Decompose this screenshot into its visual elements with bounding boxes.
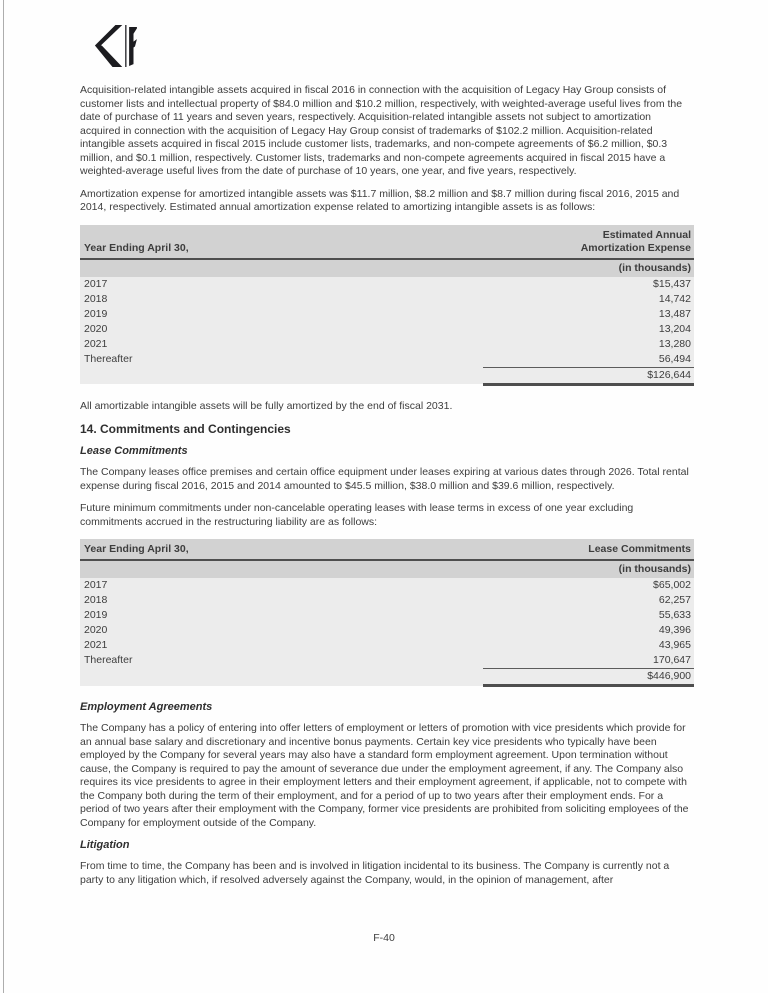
column-header-amount bbox=[483, 539, 694, 560]
table-row bbox=[80, 608, 694, 623]
table-row bbox=[80, 623, 694, 638]
row-year: Thereafter bbox=[80, 653, 483, 669]
header-row bbox=[80, 539, 694, 560]
subheading-litigation: Litigation bbox=[80, 839, 130, 851]
row-year: Thereafter bbox=[80, 352, 483, 368]
total-amount: $446,900 bbox=[483, 669, 694, 686]
row-amount: 13,487 bbox=[483, 307, 694, 322]
row-year: 2020 bbox=[80, 623, 483, 638]
total-row bbox=[80, 367, 694, 384]
units-note: (in thousands) bbox=[80, 259, 694, 277]
table-row bbox=[80, 277, 694, 292]
row-year: 2019 bbox=[80, 307, 483, 322]
heading-commitments-contingencies: 14. Commitments and Contingencies bbox=[80, 422, 291, 436]
row-year: 2017 bbox=[80, 277, 483, 292]
column-header-amount-label: Lease Commitments bbox=[588, 543, 691, 555]
table-header bbox=[80, 225, 694, 277]
table-row bbox=[80, 337, 694, 352]
paragraph-employment-agreements: The Company has a policy of entering into offer letters of employment or letters of promotion with vice presidents which provide for an annual base salary and discretionary and incentive bonus payments. Certain key vice presidents who typically have been employed by the Company for several years may also have a standard form employment agreement. Upon termination without cause, the Company is required to pay the amount of severance due under the employment agreement, if any. The Company also requires its vice presidents to agree in their employment letters and their employment agreement, if applicable, not to compete with the Company both during the term of their employment, and for a period of up to two years after their employment ends. For a period of two years after their employment with the Company, former vice presidents are prohibited from soliciting employees of the Company for employment outside of the Company. bbox=[80, 722, 689, 829]
column-header-amount-label: Estimated Annual Amortization Expense bbox=[580, 228, 691, 254]
page-edge-line bbox=[3, 0, 4, 993]
header-row bbox=[80, 225, 694, 259]
table-footer bbox=[80, 669, 694, 686]
units-row bbox=[80, 259, 694, 277]
table-footer bbox=[80, 367, 694, 384]
row-amount: 56,494 bbox=[483, 352, 694, 368]
row-year: 2021 bbox=[80, 638, 483, 653]
page-number: F-40 bbox=[373, 932, 395, 944]
table-row bbox=[80, 292, 694, 307]
lease-commitments-table bbox=[80, 539, 694, 687]
row-amount: 43,965 bbox=[483, 638, 694, 653]
row-amount: 13,280 bbox=[483, 337, 694, 352]
column-header-year: Year Ending April 30, bbox=[80, 225, 483, 259]
units-row bbox=[80, 560, 694, 578]
paragraph-acquisition-intangibles: Acquisition-related intangible assets acquired in fiscal 2016 in connection with the acquisition of Legacy Hay Group consists of customer lists and intellectual property of $84.0 million and $10.2 million, respectively, with weighted-average useful lives from the date of purchase of 11 years and seven years, respectively. Acquisition-related intangible assets not subject to amortization acquired in connection with the acquisition of Legacy Hay Group consist of trademarks of $102.2 million. Acquisition-related intangible assets acquired in fiscal 2015 include customer lists, trademarks, and non-compete agreements of $6.2 million, $0.3 million, and $0.1 million, respectively. Customer lists, trademarks and non-compete agreements acquired in fiscal 2015 have a weighted-average useful lives from the date of purchase of 10 years, one year, and five years, respectively. bbox=[80, 84, 683, 177]
row-amount: $65,002 bbox=[483, 578, 694, 593]
paragraph-lease-expense: The Company leases office premises and certain office equipment under leases expiring at various dates through 2026. Total rental expense during fiscal 2016, 2015 and 2014 amounted to $45.5 million, $38.0 million and $39.6 million, respectively. bbox=[80, 466, 689, 492]
row-amount: 62,257 bbox=[483, 593, 694, 608]
row-amount: 14,742 bbox=[483, 292, 694, 307]
paragraph-litigation: From time to time, the Company has been and is involved in litigation incidental to its business. The Company is currently not a party to any litigation which, if resolved adversely against the Company, would, in the opinion of management, after bbox=[80, 860, 670, 886]
total-amount: $126,644 bbox=[483, 367, 694, 384]
column-header-year: Year Ending April 30, bbox=[80, 539, 483, 560]
row-amount: 170,647 bbox=[483, 653, 694, 669]
paragraph-fully-amortized: All amortizable intangible assets will be fully amortized by the end of fiscal 2031. bbox=[80, 399, 453, 412]
row-year: 2018 bbox=[80, 292, 483, 307]
paragraph-future-minimum-commitments: Future minimum commitments under non-cancelable operating leases with lease terms in excess of one year excluding commitments accrued in the restructuring liability are as follows: bbox=[80, 502, 634, 528]
paragraph-amortization-expense: Amortization expense for amortized intangible assets was $11.7 million, $8.2 million and $8.7 million during fiscal 2016, 2015 and 2014, respectively. Estimated annual amortization expense related to amortizing intangible assets is as follows: bbox=[80, 187, 680, 213]
table-header bbox=[80, 539, 694, 578]
row-amount: 13,204 bbox=[483, 322, 694, 337]
subheading-lease-commitments: Lease Commitments bbox=[80, 445, 188, 457]
row-amount: $15,437 bbox=[483, 277, 694, 292]
subheading-employment-agreements: Employment Agreements bbox=[80, 701, 213, 713]
total-row-spacer bbox=[80, 669, 483, 686]
document-body bbox=[80, 0, 694, 896]
table-row bbox=[80, 653, 694, 669]
table-row bbox=[80, 593, 694, 608]
table-row bbox=[80, 352, 694, 368]
table-row bbox=[80, 638, 694, 653]
table-body bbox=[80, 578, 694, 669]
table-row bbox=[80, 307, 694, 322]
table-row bbox=[80, 578, 694, 593]
row-year: 2019 bbox=[80, 608, 483, 623]
row-year: 2020 bbox=[80, 322, 483, 337]
column-header-amount bbox=[483, 225, 694, 259]
total-row-spacer bbox=[80, 367, 483, 384]
table-body bbox=[80, 277, 694, 368]
units-note: (in thousands) bbox=[80, 560, 694, 578]
table-row bbox=[80, 322, 694, 337]
row-year: 2021 bbox=[80, 337, 483, 352]
amortization-expense-table bbox=[80, 225, 694, 386]
row-amount: 55,633 bbox=[483, 608, 694, 623]
total-row bbox=[80, 669, 694, 686]
row-year: 2017 bbox=[80, 578, 483, 593]
row-amount: 49,396 bbox=[483, 623, 694, 638]
row-year: 2018 bbox=[80, 593, 483, 608]
